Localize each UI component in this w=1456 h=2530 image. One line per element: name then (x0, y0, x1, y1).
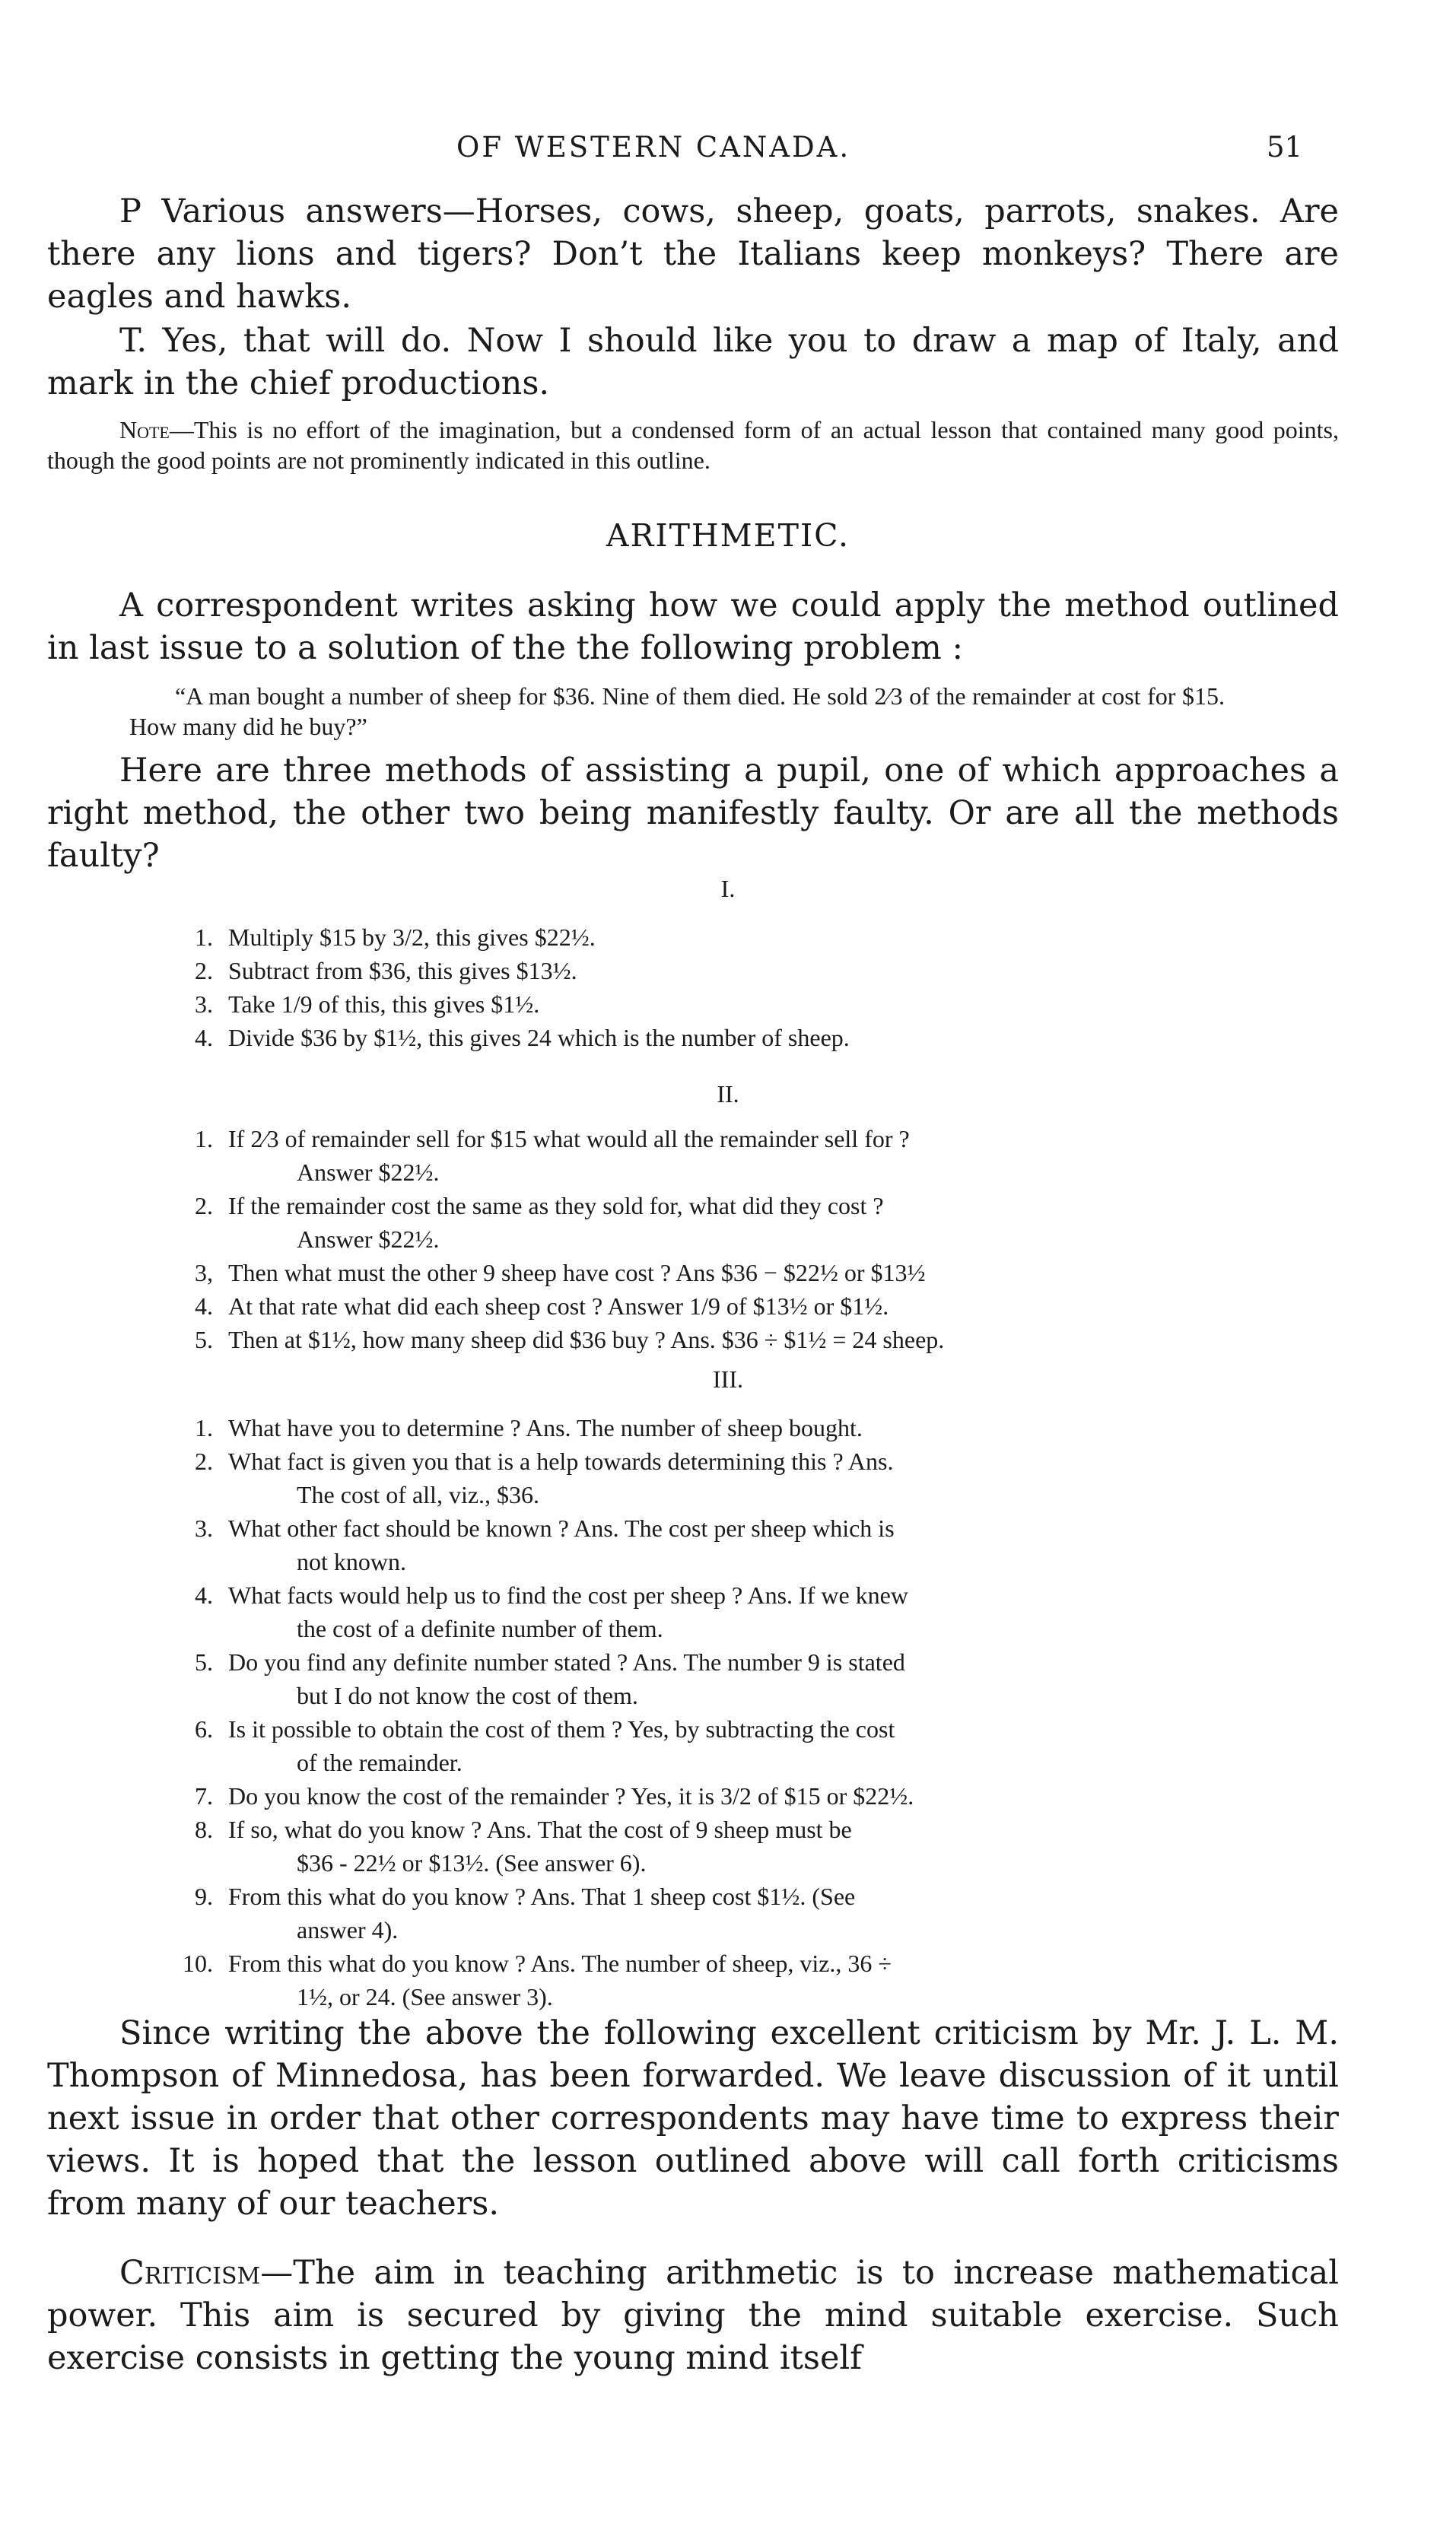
method-3-step (183, 1947, 1324, 2014)
method-3-label: III. (713, 1365, 743, 1393)
method-2-step (183, 1256, 1324, 1289)
method-2-label: II. (717, 1080, 739, 1108)
step-continuation: $36 - 22½ or $13½. (See answer 6). (297, 1849, 647, 1877)
method-1-step (183, 987, 1324, 1021)
step-continuation: Answer $22½. (297, 1225, 440, 1253)
problem-quote: “A man bought a number of sheep for $36. Nine of them died. He sold 2⁄3 of the remainder at cost for $15. How many did he buy?” (129, 682, 1225, 740)
step-number: 6. (195, 1715, 213, 1743)
step-text: Is it possible to obtain the cost of them ? Yes, by subtracting the cost (228, 1715, 895, 1743)
arithmetic-intro-paragraph: A correspondent writes asking how we could apply the method outlined in last issue to a solution of the the following problem : (47, 586, 1339, 667)
step-number: 3, (195, 1259, 213, 1286)
method-3-step (183, 1880, 1324, 1947)
method-3-step (183, 1813, 1324, 1880)
step-number: 2. (195, 957, 213, 984)
note-text: —This is no effort of the imagination, but a condensed form of an actual lesson that contained many good points, though the good points are not prominently indicated in this outline. (47, 416, 1339, 474)
step-number: 3. (195, 1515, 213, 1542)
page-number: 51 (1267, 131, 1303, 164)
method-2-step (183, 1189, 1324, 1256)
step-number: 2. (195, 1448, 213, 1475)
method-2-step (183, 1289, 1324, 1323)
method-3-step (183, 1712, 1324, 1779)
step-continuation: the cost of a definite number of them. (297, 1615, 663, 1642)
criticism-paragraph (47, 2252, 1339, 2379)
step-text: What other fact should be known ? Ans. The cost per sheep which is (228, 1515, 895, 1542)
step-number: 8. (195, 1816, 213, 1843)
step-text: At that rate what did each sheep cost ? Answer 1/9 of $13½ or $1½. (228, 1292, 889, 1320)
dialogue-pupil-paragraph: P Various answers—Horses, cows, sheep, goats, parrots, snakes. Are there any lions and tigers? Don’t the Italians keep monkeys? There are eagles and hawks. (47, 192, 1339, 316)
step-text: Subtract from $36, this gives $13½. (228, 957, 577, 984)
step-text: Take 1/9 of this, this gives $1½. (228, 990, 540, 1018)
note-paragraph (47, 415, 1339, 475)
step-number: 1. (195, 923, 213, 951)
step-continuation: of the remainder. (297, 1749, 463, 1776)
method-3-step (183, 1779, 1324, 1813)
step-number: 5. (195, 1326, 213, 1353)
dialogue-teacher-paragraph: T. Yes, that will do. Now I should like you to draw a map of Italy, and mark in the chief productions. (47, 322, 1339, 402)
step-continuation: 1½, or 24. (See answer 3). (297, 1983, 553, 2010)
method-1-step (183, 954, 1324, 987)
step-number: 7. (195, 1782, 213, 1810)
step-number: 5. (195, 1648, 213, 1676)
step-number: 4. (195, 1581, 213, 1609)
methods-intro-paragraph: Here are three methods of assisting a pupil, one of which approaches a right method, the other two being manifestly faulty. Or are all the methods faulty? (47, 752, 1339, 875)
step-continuation: not known. (297, 1548, 406, 1575)
step-text: What fact is given you that is a help towards determining this ? Ans. (228, 1448, 894, 1475)
step-text: Do you find any definite number stated ? Ans. The number 9 is stated (228, 1648, 905, 1676)
section-heading-arithmetic: ARITHMETIC. (606, 517, 850, 554)
criticism-lead: Criticism (119, 2254, 261, 2292)
method-3-step (183, 1411, 1324, 1445)
method-3-step (183, 1578, 1324, 1645)
step-number: 4. (195, 1292, 213, 1320)
step-text: What facts would help us to find the cost per sheep ? Ans. If we knew (228, 1581, 908, 1609)
step-text: If so, what do you know ? Ans. That the cost of 9 sheep must be (228, 1816, 852, 1843)
step-number: 4. (195, 1024, 213, 1051)
step-number: 2. (195, 1192, 213, 1219)
step-text: If the remainder cost the same as they sold for, what did they cost ? (228, 1192, 884, 1219)
closing-paragraph: Since writing the above the following excellent criticism by Mr. J. L. M. Thompson of Minnedosa, has been forwarded. We leave discussion of it until next issue in order that other correspondents may have time to express their views. It is hoped that the lesson outlined above will call forth criticisms from many of our teachers. (47, 2014, 1339, 2223)
step-number: 9. (195, 1883, 213, 1910)
method-2-step (183, 1122, 1324, 1189)
step-text: From this what do you know ? Ans. That 1 sheep cost $1½. (See (228, 1883, 856, 1910)
method-3-step (183, 1445, 1324, 1511)
step-text: Divide $36 by $1½, this gives 24 which is the number of sheep. (228, 1024, 850, 1051)
step-text: What have you to determine ? Ans. The number of sheep bought. (228, 1414, 863, 1441)
step-number: 1. (195, 1414, 213, 1441)
step-text: Then what must the other 9 sheep have cost ? Ans $36 − $22½ or $13½ (228, 1259, 926, 1286)
method-1-steps (183, 920, 1324, 1054)
criticism-text: —The aim in teaching arithmetic is to increase mathematical power. This aim is secured by giving the mind suitable exercise. Such exercise consists in getting the young mind itself (47, 2254, 1339, 2377)
running-title: OF WESTERN CANADA. (456, 131, 851, 164)
step-text: If 2⁄3 of remainder sell for $15 what would all the remainder sell for ? (228, 1125, 910, 1152)
step-number: 1. (195, 1125, 213, 1152)
method-3-steps (183, 1411, 1324, 2014)
method-1-label: I. (720, 875, 736, 902)
method-2-steps (183, 1122, 1324, 1356)
method-1-step (183, 1021, 1324, 1054)
step-continuation: The cost of all, viz., $36. (297, 1481, 540, 1508)
method-3-step (183, 1511, 1324, 1578)
step-continuation: Answer $22½. (297, 1159, 440, 1186)
method-1-step (183, 920, 1324, 954)
note-lead: Note (119, 416, 170, 443)
step-text: From this what do you know ? Ans. The number of sheep, viz., 36 ÷ (228, 1950, 892, 1977)
step-text: Do you know the cost of the remainder ? Yes, it is 3/2 of $15 or $22½. (228, 1782, 914, 1810)
step-number: 3. (195, 990, 213, 1018)
step-text: Multiply $15 by 3/2, this gives $22½. (228, 923, 596, 951)
step-continuation: but I do not know the cost of them. (297, 1682, 638, 1709)
page-header (0, 128, 1456, 173)
step-text: Then at $1½, how many sheep did $36 buy ? Ans. $36 ÷ $1½ = 24 sheep. (228, 1326, 945, 1353)
method-3-step (183, 1645, 1324, 1712)
step-continuation: answer 4). (297, 1916, 399, 1944)
step-number: 10. (183, 1950, 213, 1977)
method-2-step (183, 1323, 1324, 1356)
